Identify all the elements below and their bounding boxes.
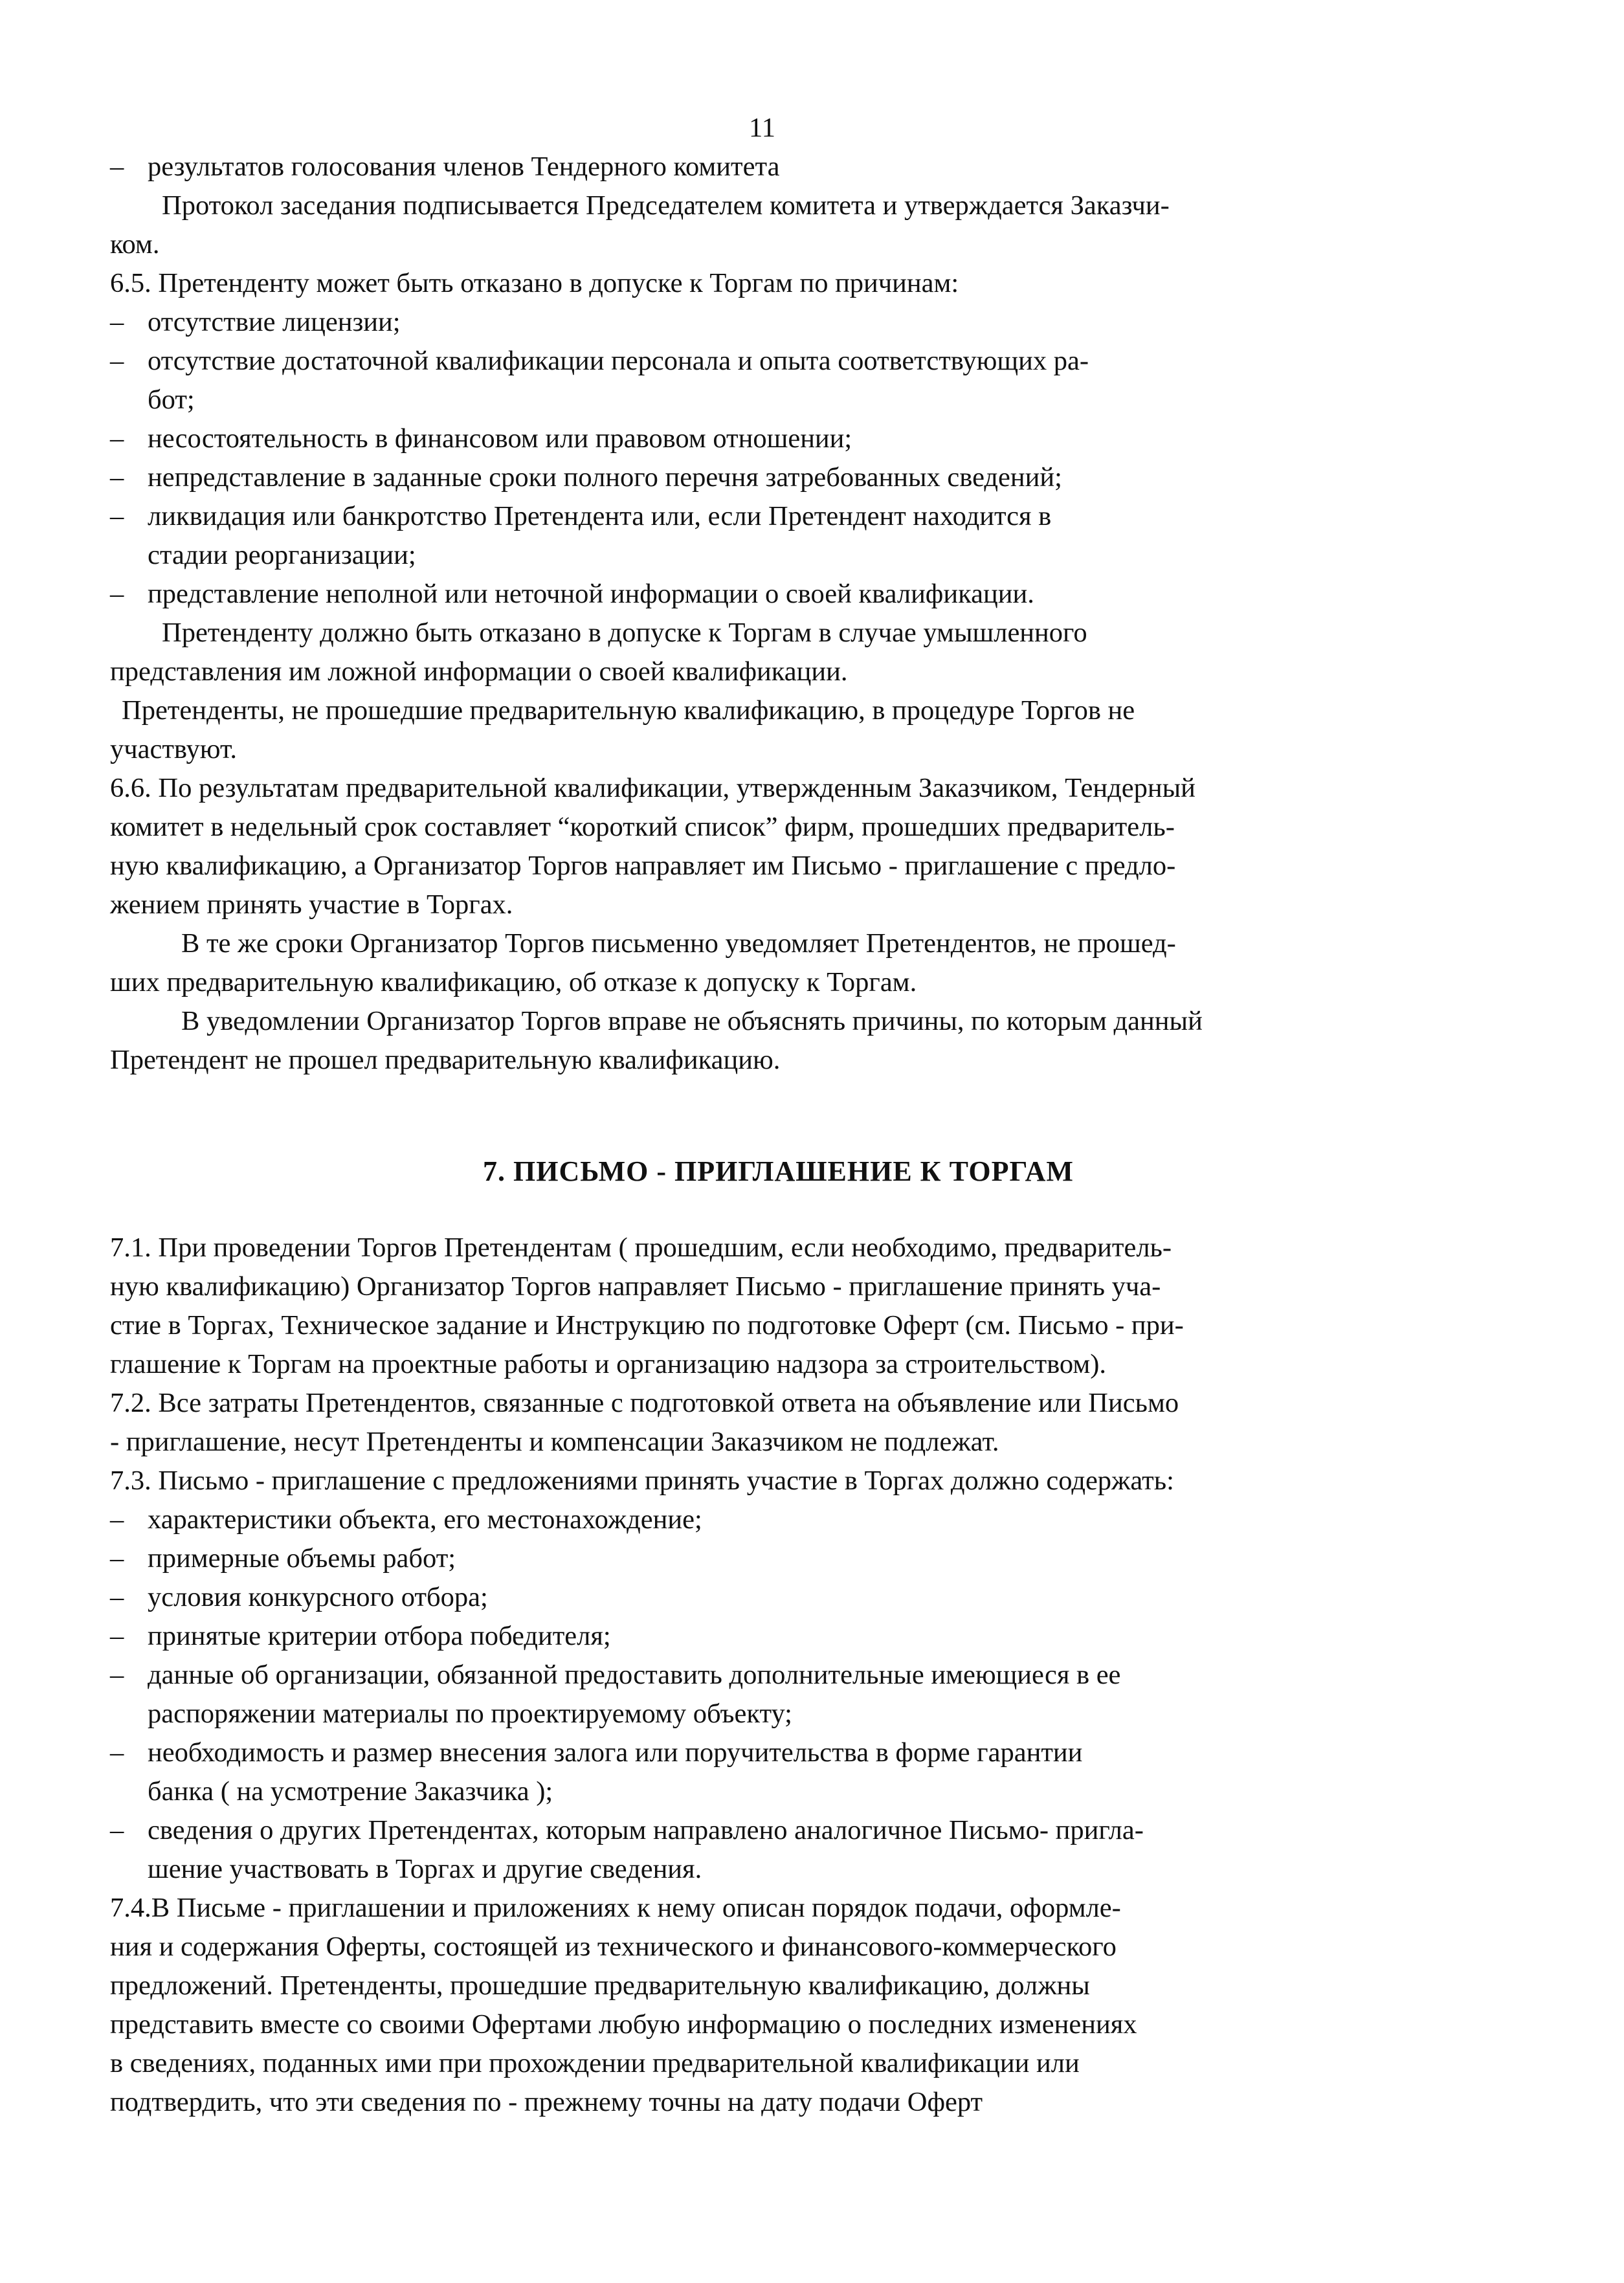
- same-terms-paragraph: [110, 924, 1401, 1002]
- section-gap: [110, 1080, 1401, 1152]
- dash-bullet-icon: –: [110, 1504, 124, 1535]
- list-item: [110, 1539, 1401, 1578]
- list-item-text: представление неполной или неточной информации о своей квалификации.: [148, 579, 1034, 609]
- list-item: [110, 303, 1401, 342]
- paragraph-line: в сведениях, поданных ими при прохождении предварительной квалификации или: [110, 2048, 1080, 2078]
- section-7-4-paragraph: [110, 1889, 1401, 2122]
- section-7-3-list: [110, 1500, 1401, 1889]
- dash-bullet-icon: –: [110, 1582, 124, 1612]
- paragraph-line: Протокол заседания подписывается Председателем комитета и утверждается Заказчи-: [162, 190, 1170, 221]
- paragraph-line: представления им ложной информации о своей квалификации.: [110, 656, 848, 687]
- dash-bullet-icon: –: [110, 462, 124, 493]
- list-item-text: условия конкурсного отбора;: [148, 1582, 488, 1612]
- list-item-text: отсутствие лицензии;: [148, 307, 401, 337]
- list-item-text: характеристики объекта, его местонахождение;: [148, 1504, 702, 1535]
- paragraph-line: предложений. Претенденты, прошедшие предварительную квалификацию, должны: [110, 1970, 1090, 2001]
- dash-bullet-icon: –: [110, 1543, 124, 1574]
- paragraph-line: комитет в недельный срок составляет “короткий список” фирм, прошедших предваритель-: [110, 812, 1175, 842]
- paragraph-line: ную квалификацию) Организатор Торгов направляет Письмо - приглашение принять уча-: [110, 1271, 1161, 1302]
- paragraph-line: представить вместе со своими Офертами любую информацию о последних изменениях: [110, 2009, 1137, 2040]
- refuse-paragraph: [110, 614, 1401, 691]
- list-item: [110, 419, 1401, 458]
- paragraph-line: ную квалификацию, а Организатор Торгов направляет им Письмо - приглашение с предло-: [110, 851, 1176, 881]
- list-item-text: банка ( на усмотрение Заказчика );: [148, 1776, 553, 1807]
- paragraph-line: ших предварительную квалификацию, об отказе к допуску к Торгам.: [110, 967, 917, 997]
- list-item: [110, 497, 1401, 575]
- paragraph-line: подтвердить, что эти сведения по - прежнему точны на дату подачи Оферт: [110, 2087, 983, 2117]
- dash-bullet-icon: –: [110, 1815, 124, 1845]
- section-7-heading: 7. ПИСЬМО - ПРИГЛАШЕНИЕ К ТОРГАМ: [483, 1155, 1074, 1187]
- list-item-text: принятые критерии отбора победителя;: [148, 1621, 611, 1651]
- list-item-text: отсутствие достаточной квалификации персонала и опыта соответствующих ра-: [148, 346, 1089, 376]
- list-item: [110, 148, 1401, 186]
- dash-bullet-icon: –: [110, 346, 124, 376]
- paragraph-line: - приглашение, несут Претенденты и компенсации Заказчиком не подлежат.: [110, 1427, 999, 1457]
- paragraph-line: жением принять участие в Торгах.: [110, 889, 513, 920]
- list-item: [110, 1656, 1401, 1733]
- list-item: [110, 1617, 1401, 1656]
- list-item-text: непредставление в заданные сроки полного перечня затребованных сведений;: [148, 462, 1062, 493]
- dash-bullet-icon: –: [110, 151, 124, 182]
- list-item-text: шение участвовать в Торгах и другие сведения.: [148, 1854, 702, 1884]
- dash-bullet-icon: –: [110, 579, 124, 609]
- list-item-text: необходимость и размер внесения залога или поручительства в форме гарантии: [148, 1737, 1083, 1768]
- section-7-1-paragraph: [110, 1229, 1401, 1384]
- list-item-text: распоряжении материалы по проектируемому объекту;: [148, 1698, 792, 1729]
- paragraph-line: 7.1. При проведении Торгов Претендентам ( прошедшим, если необходимо, предваритель-: [110, 1232, 1172, 1263]
- list-item-text: бот;: [148, 384, 195, 415]
- list-item-text: ликвидация или банкротство Претендента или, если Претендент находится в: [148, 501, 1052, 531]
- paragraph-line: В те же сроки Организатор Торгов письменно уведомляет Претендентов, не прошед-: [181, 928, 1176, 959]
- list-item-text: несостоятельность в финансовом или правовом отношении;: [148, 423, 852, 454]
- paragraph-line: 7.4.В Письме - приглашении и приложениях к нему описан порядок подачи, оформле-: [110, 1893, 1121, 1923]
- paragraph-line: стие в Торгах, Техническое задание и Инструкцию по подготовке Оферт (см. Письмо - при-: [110, 1310, 1184, 1341]
- paragraph-line: 6.6. По результатам предварительной квалификации, утвержденным Заказчиком, Тендерный: [110, 773, 1196, 803]
- dash-bullet-icon: –: [110, 423, 124, 454]
- list-item: [110, 1500, 1401, 1539]
- dash-bullet-icon: –: [110, 1621, 124, 1651]
- paragraph-line: ния и содержания Оферты, состоящей из технического и финансового-коммерческого: [110, 1932, 1117, 1962]
- paragraph-line: В уведомлении Организатор Торгов вправе не объяснять причины, по которым данный: [181, 1006, 1203, 1036]
- paragraph-line: Претенденту должно быть отказано в допуске к Торгам в случае умышленного: [162, 618, 1087, 648]
- list-item: [110, 1578, 1401, 1617]
- list-item-text: примерные объемы работ;: [148, 1543, 456, 1574]
- section-gap: [110, 1191, 1401, 1229]
- paragraph-line: Претендент не прошел предварительную квалификацию.: [110, 1045, 781, 1075]
- notice-paragraph: [110, 1002, 1401, 1080]
- dash-bullet-icon: –: [110, 501, 124, 531]
- list-item-text: результатов голосования членов Тендерного комитета: [148, 151, 780, 182]
- list-item: [110, 1811, 1401, 1889]
- dash-bullet-icon: –: [110, 307, 124, 337]
- list-item-text: данные об организации, обязанной предоставить дополнительные имеющиеся в ее: [148, 1660, 1121, 1690]
- section-7-2-paragraph: [110, 1384, 1401, 1462]
- paragraph-line: участвуют.: [110, 734, 237, 764]
- page-number: 11: [749, 113, 775, 143]
- dash-bullet-icon: –: [110, 1660, 124, 1690]
- page-content: [110, 109, 1401, 2122]
- section-6-6-paragraph: [110, 769, 1401, 924]
- paragraph-line: Претенденты, не прошедшие предварительную квалификацию, в процедуре Торгов не: [122, 695, 1135, 726]
- section-6-5-intro: 6.5. Претенденту может быть отказано в допуске к Торгам по причинам:: [110, 268, 959, 298]
- list-item-text: стадии реорганизации;: [148, 540, 416, 570]
- list-item-text: сведения о других Претендентах, которым направлено аналогичное Письмо- пригла-: [148, 1815, 1144, 1845]
- list-item: [110, 575, 1401, 614]
- list-item: [110, 342, 1401, 419]
- section-7-3-intro: 7.3. Письмо - приглашение с предложениями принять участие в Торгах должно содержать:: [110, 1465, 1174, 1496]
- paragraph-line: ком.: [110, 229, 160, 260]
- paragraph-line: глашение к Торгам на проектные работы и организацию надзора за строительством).: [110, 1349, 1107, 1379]
- section-6-5-list: [110, 303, 1401, 614]
- not-passed-paragraph: [110, 691, 1401, 769]
- list-item: [110, 458, 1401, 497]
- dash-bullet-icon: –: [110, 1737, 124, 1768]
- protocol-paragraph: [110, 186, 1401, 264]
- paragraph-line: 7.2. Все затраты Претендентов, связанные с подготовкой ответа на объявление или Письмо: [110, 1388, 1179, 1418]
- list-item: [110, 1733, 1401, 1811]
